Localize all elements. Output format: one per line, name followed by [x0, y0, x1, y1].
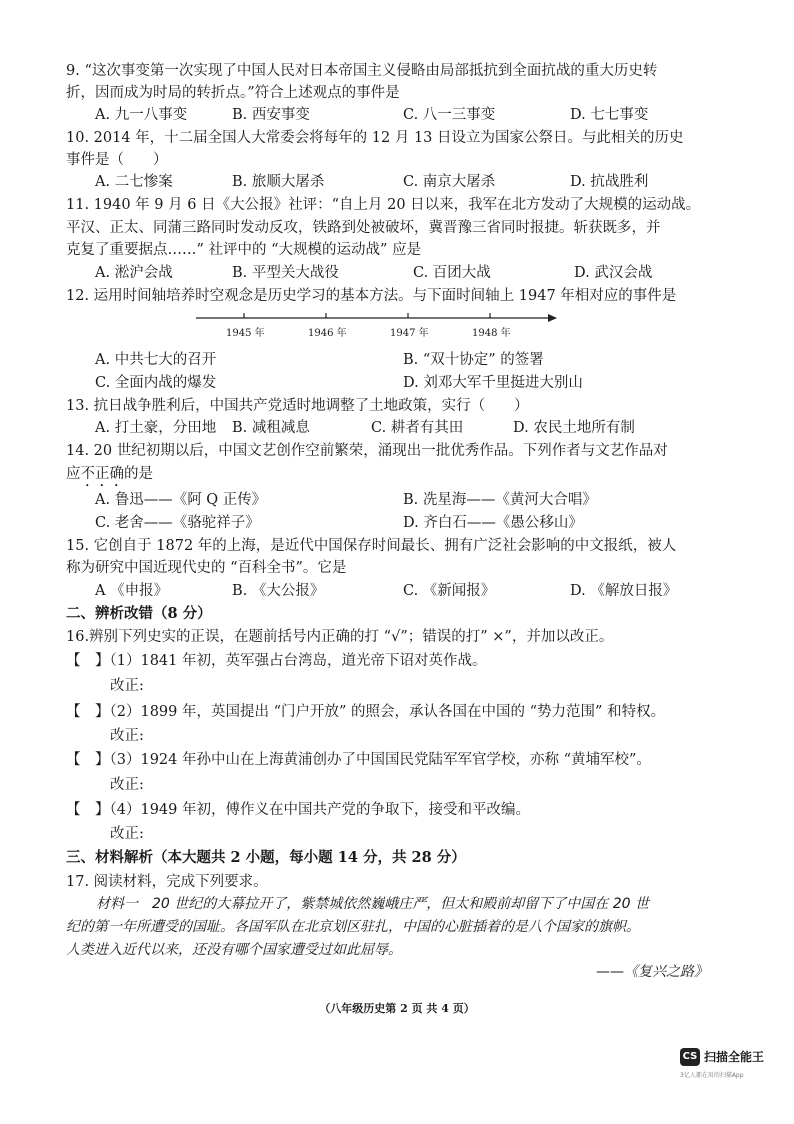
item2-fix: 改正: — [110, 728, 144, 744]
material1-line1: 材料一 20 世纪的大幕拉开了，紫禁城依然巍峨庄严，但太和殿前却留下了中国在 20 世 — [96, 896, 649, 912]
item1-bracket: 【 】 — [66, 653, 110, 669]
item4-bracket: 【 】 — [66, 802, 110, 818]
q15-option-d: D. 《解放日报》 — [570, 583, 678, 599]
q9-option-a: A. 九一八事变 — [95, 107, 188, 123]
q12-line1: 12. 运用时间轴培养时空观念是历史学习的基本方法。与下面时间轴上 1947 年相对应的事件是 — [66, 288, 677, 304]
q13-option-d: D. 农民土地所有制 — [513, 420, 635, 436]
item3-bracket: 【 】 — [66, 752, 110, 768]
q11-option-a: A. 淞沪会战 — [95, 265, 173, 281]
item1-fix: 改正: — [110, 678, 144, 694]
material1-line3: 人类进入近代以来，还没有哪个国家遭受过如此屈辱。 — [66, 942, 402, 958]
item4-text: （4）1949 年初，傅作义在中国共产党的争取下，接受和平改编。 — [109, 802, 530, 818]
q17-prompt: 17. 阅读材料，完成下列要求。 — [66, 874, 268, 890]
q15-option-b: B. 《大公报》 — [232, 583, 325, 599]
q15-line2: 称为研究中国近现代史的 “百科全书”。它是 — [66, 560, 347, 576]
timeline — [196, 310, 558, 340]
timeline-1945: 1945 年 — [226, 328, 265, 339]
item3-fix: 改正: — [110, 777, 144, 793]
q11-option-c: C. 百团大战 — [413, 265, 491, 281]
q11-line2: 平汉、正太、同蒲三路同时发动反攻，铁路到处被破坏，冀晋豫三省同时报捷。斩获既多，并 — [66, 220, 661, 236]
q10-option-a: A. 二七惨案 — [95, 174, 173, 190]
q10-option-d: D. 抗战胜利 — [570, 174, 649, 190]
q14-option-d: D. 齐白石——《愚公移山》 — [403, 515, 583, 531]
item2 — [66, 702, 665, 722]
q13-option-c: C. 耕者有其田 — [371, 420, 464, 436]
q15-option-c: C. 《新闻报》 — [403, 583, 496, 599]
brand-name: 扫描全能王 — [704, 1050, 765, 1064]
section2-title: 二、辨析改错（8 分） — [66, 605, 212, 622]
q13-line1: 13. 抗日战争胜利后，中国共产党适时地调整了土地政策，实行（ ） — [66, 398, 529, 414]
timeline-1947: 1947 年 — [390, 328, 429, 339]
q10-line2: 事件是（ ） — [66, 152, 168, 168]
q10-option-b: B. 旅顺大屠杀 — [232, 174, 325, 190]
material1-source: ——《复兴之路》 — [596, 964, 708, 980]
timeline-1948: 1948 年 — [472, 328, 511, 339]
q12-option-b: B. “双十协定” 的签署 — [403, 352, 544, 368]
item3 — [66, 750, 651, 770]
q9-line2: 折，因而成为时局的转折点。”符合上述观点的事件是 — [66, 85, 400, 101]
q11-option-b: B. 平型关大战役 — [232, 265, 339, 281]
q14-option-c: C. 老舍——《骆驼祥子》 — [95, 515, 260, 531]
q13-option-a: A. 打土豪，分田地 — [95, 420, 217, 436]
item3-text: （3）1924 年孙中山在上海黄浦创办了中国国民党陆军军官学校，亦称 “黄埔军校”。 — [109, 752, 651, 768]
item4 — [66, 800, 530, 820]
scanner-watermark — [680, 1048, 790, 1082]
q11-line1: 11. 1940 年 9 月 6 日《大公报》社评：“自上月 20 日以来，我军在北方发动了大规模的运动战。 — [66, 197, 701, 213]
q15-option-a: A 《申报》 — [95, 583, 169, 599]
q10-line1: 10. 2014 年，十二届全国人大常委会将每年的 12 月 13 日设立为国家公祭日。与此相关的历史 — [66, 130, 684, 146]
q11-option-d: D. 武汉会战 — [574, 265, 653, 281]
q14-line1: 14. 20 世纪初期以后，中国文艺创作空前繁荣，涌现出一批优秀作品。下列作者与文艺作品对 — [66, 443, 668, 459]
q14-option-a: A. 鲁迅——《阿 Q 正传》 — [95, 492, 267, 508]
material1-line2: 纪的第一年所遭受的国耻。各国军队在北京划区驻扎，中国的心脏插着的是八个国家的旗帜。 — [66, 919, 640, 935]
q14-line2-post: 的是 — [124, 466, 153, 482]
page-footer: （八年级历史第 2 页 共 4 页） — [319, 1002, 475, 1015]
q12-option-a: A. 中共七大的召开 — [95, 352, 217, 368]
q9-option-b: B. 西安事变 — [232, 107, 310, 123]
q9-option-d: D. 七七事变 — [570, 107, 649, 123]
q13-option-b: B. 减租减息 — [232, 420, 310, 436]
q15-line1: 15. 它创自于 1872 年的上海，是近代中国保存时间最长、拥有广泛社会影响的中文报纸，被人 — [66, 538, 677, 554]
q12-option-c: C. 全面内战的爆发 — [95, 375, 217, 391]
q9-option-c: C. 八一三事变 — [403, 107, 496, 123]
section2-instruction: 16.辨别下列史实的正误，在题前括号内正确的打 “√”；错误的打” ×”，并加以改正。 — [66, 629, 614, 645]
q14-line2-pre: 应 — [66, 466, 81, 482]
q11-line3: 克复了重要据点……” 社评中的 “大规模的运动战” 应是 — [66, 242, 422, 258]
q14-option-b: B. 冼星海——《黄河大合唱》 — [403, 492, 597, 508]
section3-title: 三、材料解析（本大题共 2 小题，每小题 14 分，共 28 分） — [66, 849, 466, 866]
q14-emphasis: 不正确 — [80, 466, 124, 482]
item1-text: （1）1841 年初，英军强占台湾岛，道光帝下诏对英作战。 — [109, 653, 487, 669]
q10-option-c: C. 南京大屠杀 — [403, 174, 496, 190]
brand-tagline: 3亿人都在用的扫描App — [680, 1072, 744, 1079]
item1 — [66, 651, 486, 671]
q9-line1: 9. “这次事变第一次实现了中国人民对日本帝国主义侵略由局部抵抗到全面抗战的重大历史转 — [66, 63, 658, 79]
item4-fix: 改正: — [110, 826, 144, 842]
item2-text: （2）1899 年，英国提出 “门户开放” 的照会，承认各国在中国的 “势力范围” 和特权。 — [109, 704, 666, 720]
q14-line2 — [66, 464, 153, 490]
item2-bracket: 【 】 — [66, 704, 110, 720]
q12-option-d: D. 刘邓大军千里挺进大别山 — [403, 375, 583, 391]
timeline-1946: 1946 年 — [308, 328, 347, 339]
cs-logo-icon: CS — [680, 1048, 700, 1066]
